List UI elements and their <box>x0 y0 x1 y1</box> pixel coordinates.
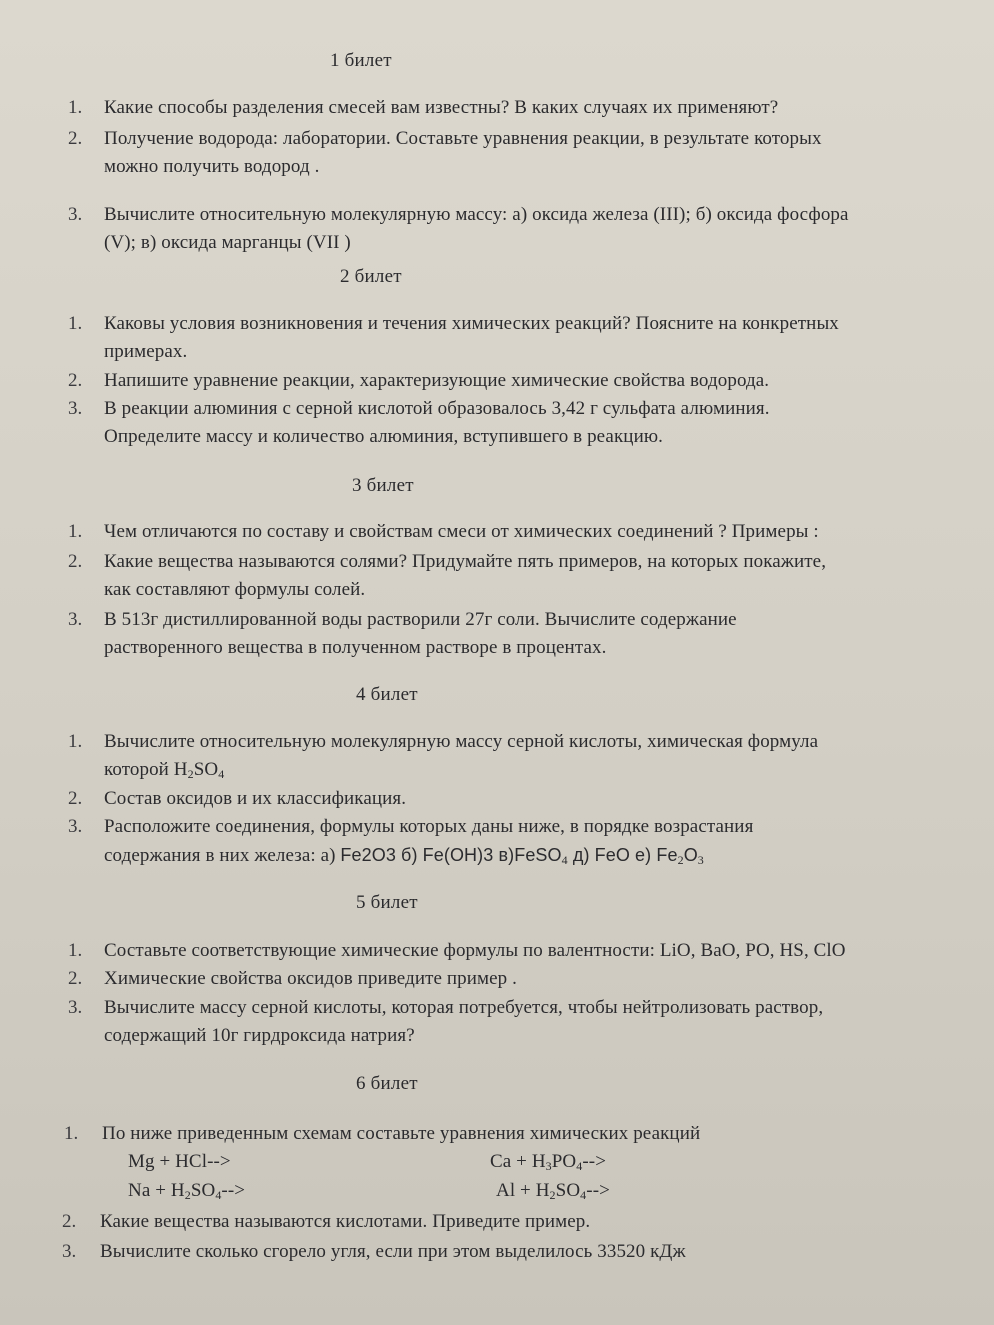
ticket-6-q1-text: По ниже приведенным схемам составьте уравнения химических реакций <box>102 1123 701 1144</box>
ticket-3-q3-number: 3. <box>68 609 83 630</box>
text-part: содержания в них железа: а) <box>104 845 341 866</box>
ticket-3-q2-text-cont: как составляют формулы солей. <box>104 579 366 600</box>
formula-part: Al + H <box>496 1180 550 1201</box>
formula-h2so4 <box>174 759 225 780</box>
ticket-3-q2-number: 2. <box>68 551 83 572</box>
ticket-4-title: 4 билет <box>356 684 418 705</box>
ticket-3-q3-text-cont: растворенного вещества в полученном растворе в процентах. <box>104 637 607 658</box>
ticket-1-q1-text: Какие способы разделения смесей вам известны? В каких случаях их применяют? <box>104 97 779 118</box>
reaction-scheme-al-h2so4 <box>496 1180 610 1202</box>
ticket-6-q3-number: 3. <box>62 1241 77 1262</box>
ticket-2-q1-text-cont: примерах. <box>104 341 188 362</box>
ticket-2-q3-text-cont: Определите массу и количество алюминия, вступившего в реакцию. <box>104 426 663 447</box>
ticket-6-q3-text: Вычислите сколько сгорело угля, если при этом выделилось 33520 кДж <box>100 1241 686 1262</box>
ticket-5-q3-text: Вычислите массу серной кислоты, которая потребуется, чтобы нейтролизовать раствор, <box>104 997 824 1018</box>
ticket-5-q1-number: 1. <box>68 940 83 961</box>
reaction-scheme-mg-hcl: Mg + HCl--> <box>128 1151 231 1172</box>
ticket-5-q3-text-cont: содержащий 10г гирдроксида натрия? <box>104 1025 415 1046</box>
formula-part: PO <box>551 1151 577 1172</box>
formula-part: SO <box>193 759 219 780</box>
ticket-4-q1-text-cont <box>104 759 224 781</box>
ticket-2-q3-number: 3. <box>68 398 83 419</box>
formula-subscript: 4 <box>576 1159 583 1173</box>
formula-subscript: 2 <box>677 853 684 867</box>
ticket-2-q2-text: Напишите уравнение реакции, характеризующие химические свойства водорода. <box>104 370 770 391</box>
ticket-5-q2-number: 2. <box>68 968 83 989</box>
ticket-2-q1-text: Каковы условия возникновения и течения химических реакций? Поясните на конкретных <box>104 313 839 334</box>
ticket-3-q1-text: Чем отличаются по составу и свойствам смеси от химических соединений ? Примеры : <box>104 521 819 542</box>
formula-subscript: 2 <box>549 1188 556 1202</box>
formula-subscript: 4 <box>218 767 225 781</box>
ticket-5-q1-text: Составьте соответствующие химические формулы по валентности: LiO, BaO, PO, HS, ClO <box>104 940 846 961</box>
ticket-1-q3-text: Вычислите относительную молекулярную массу: а) оксида железа (III); б) оксида фосфора <box>104 204 849 225</box>
ticket-4-q3-text: Расположите соединения, формулы которых даны ниже, в порядке возрастания <box>104 816 754 837</box>
ticket-3-q3-text: В 513г дистиллированной воды растворили 27г соли. Вычислите содержание <box>104 609 737 630</box>
ticket-2-q2-number: 2. <box>68 370 83 391</box>
formula-part: SO <box>190 1180 216 1201</box>
ticket-2-q1-number: 1. <box>68 313 83 334</box>
ticket-3-q1-number: 1. <box>68 521 83 542</box>
formula-part: --> <box>221 1180 246 1201</box>
formula-part: SO <box>555 1180 581 1201</box>
formula-subscript: 2 <box>184 1188 191 1202</box>
ticket-6-q2-text: Какие вещества называются кислотами. Приведите пример. <box>100 1211 591 1232</box>
ticket-2-q3-text: В реакции алюминия с серной кислотой образовалось 3,42 г сульфата алюминия. <box>104 398 770 419</box>
formula-subscript: 4 <box>215 1188 222 1202</box>
formula-part: Na + H <box>128 1180 185 1201</box>
reaction-scheme-na-h2so4 <box>128 1180 245 1202</box>
reaction-scheme-ca-h3po4 <box>490 1151 606 1173</box>
formula-list: Fe2O3 б) Fe(OH)3 в)FeSO <box>340 845 562 865</box>
ticket-5-q3-number: 3. <box>68 997 83 1018</box>
ticket-5-q2-text: Химические свойства оксидов приведите пример . <box>104 968 517 989</box>
formula-part: Ca + H <box>490 1151 546 1172</box>
ticket-4-q3-text-cont <box>104 845 704 867</box>
ticket-1-q2-text: Получение водорода: лаборатории. Составьте уравнения реакции, в результате которых <box>104 128 822 149</box>
ticket-1-q3-number: 3. <box>68 204 83 225</box>
ticket-3-q2-text: Какие вещества называются солями? Придумайте пять примеров, на которых покажите, <box>104 551 827 572</box>
ticket-4-q3-number: 3. <box>68 816 83 837</box>
formula-subscript: 3 <box>545 1159 552 1173</box>
ticket-1-title: 1 билет <box>330 50 392 71</box>
ticket-3-title: 3 билет <box>352 475 414 496</box>
formula-subscript: 4 <box>561 853 568 867</box>
ticket-6-q1-number: 1. <box>64 1123 79 1144</box>
formula-part: O <box>683 845 698 865</box>
ticket-1-q1-number: 1. <box>68 97 83 118</box>
ticket-4-q2-text: Состав оксидов и их классификация. <box>104 788 407 809</box>
formula-part: --> <box>582 1151 607 1172</box>
ticket-6-q2-number: 2. <box>62 1211 77 1232</box>
ticket-1-q2-text-cont: можно получить водород . <box>104 156 320 177</box>
ticket-1-q3-text-cont: (V); в) оксида марганцы (VII ) <box>104 232 351 253</box>
formula-subscript: 4 <box>580 1188 587 1202</box>
ticket-1-q2-number: 2. <box>68 128 83 149</box>
formula-list: д) FeO е) Fe <box>567 845 678 865</box>
ticket-6-title: 6 билет <box>356 1073 418 1094</box>
formula-part: --> <box>586 1180 610 1201</box>
ticket-5-title: 5 билет <box>356 892 418 913</box>
ticket-2-title: 2 билет <box>340 266 402 287</box>
ticket-4-q1-text-prefix: которой <box>104 759 174 780</box>
ticket-4-q1-text: Вычислите относительную молекулярную массу серной кислоты, химическая формула <box>104 731 819 752</box>
formula-subscript: 3 <box>697 853 704 867</box>
ticket-4-q2-number: 2. <box>68 788 83 809</box>
ticket-4-q1-number: 1. <box>68 731 83 752</box>
formula-subscript: 2 <box>187 767 194 781</box>
formula-part: H <box>173 759 188 780</box>
